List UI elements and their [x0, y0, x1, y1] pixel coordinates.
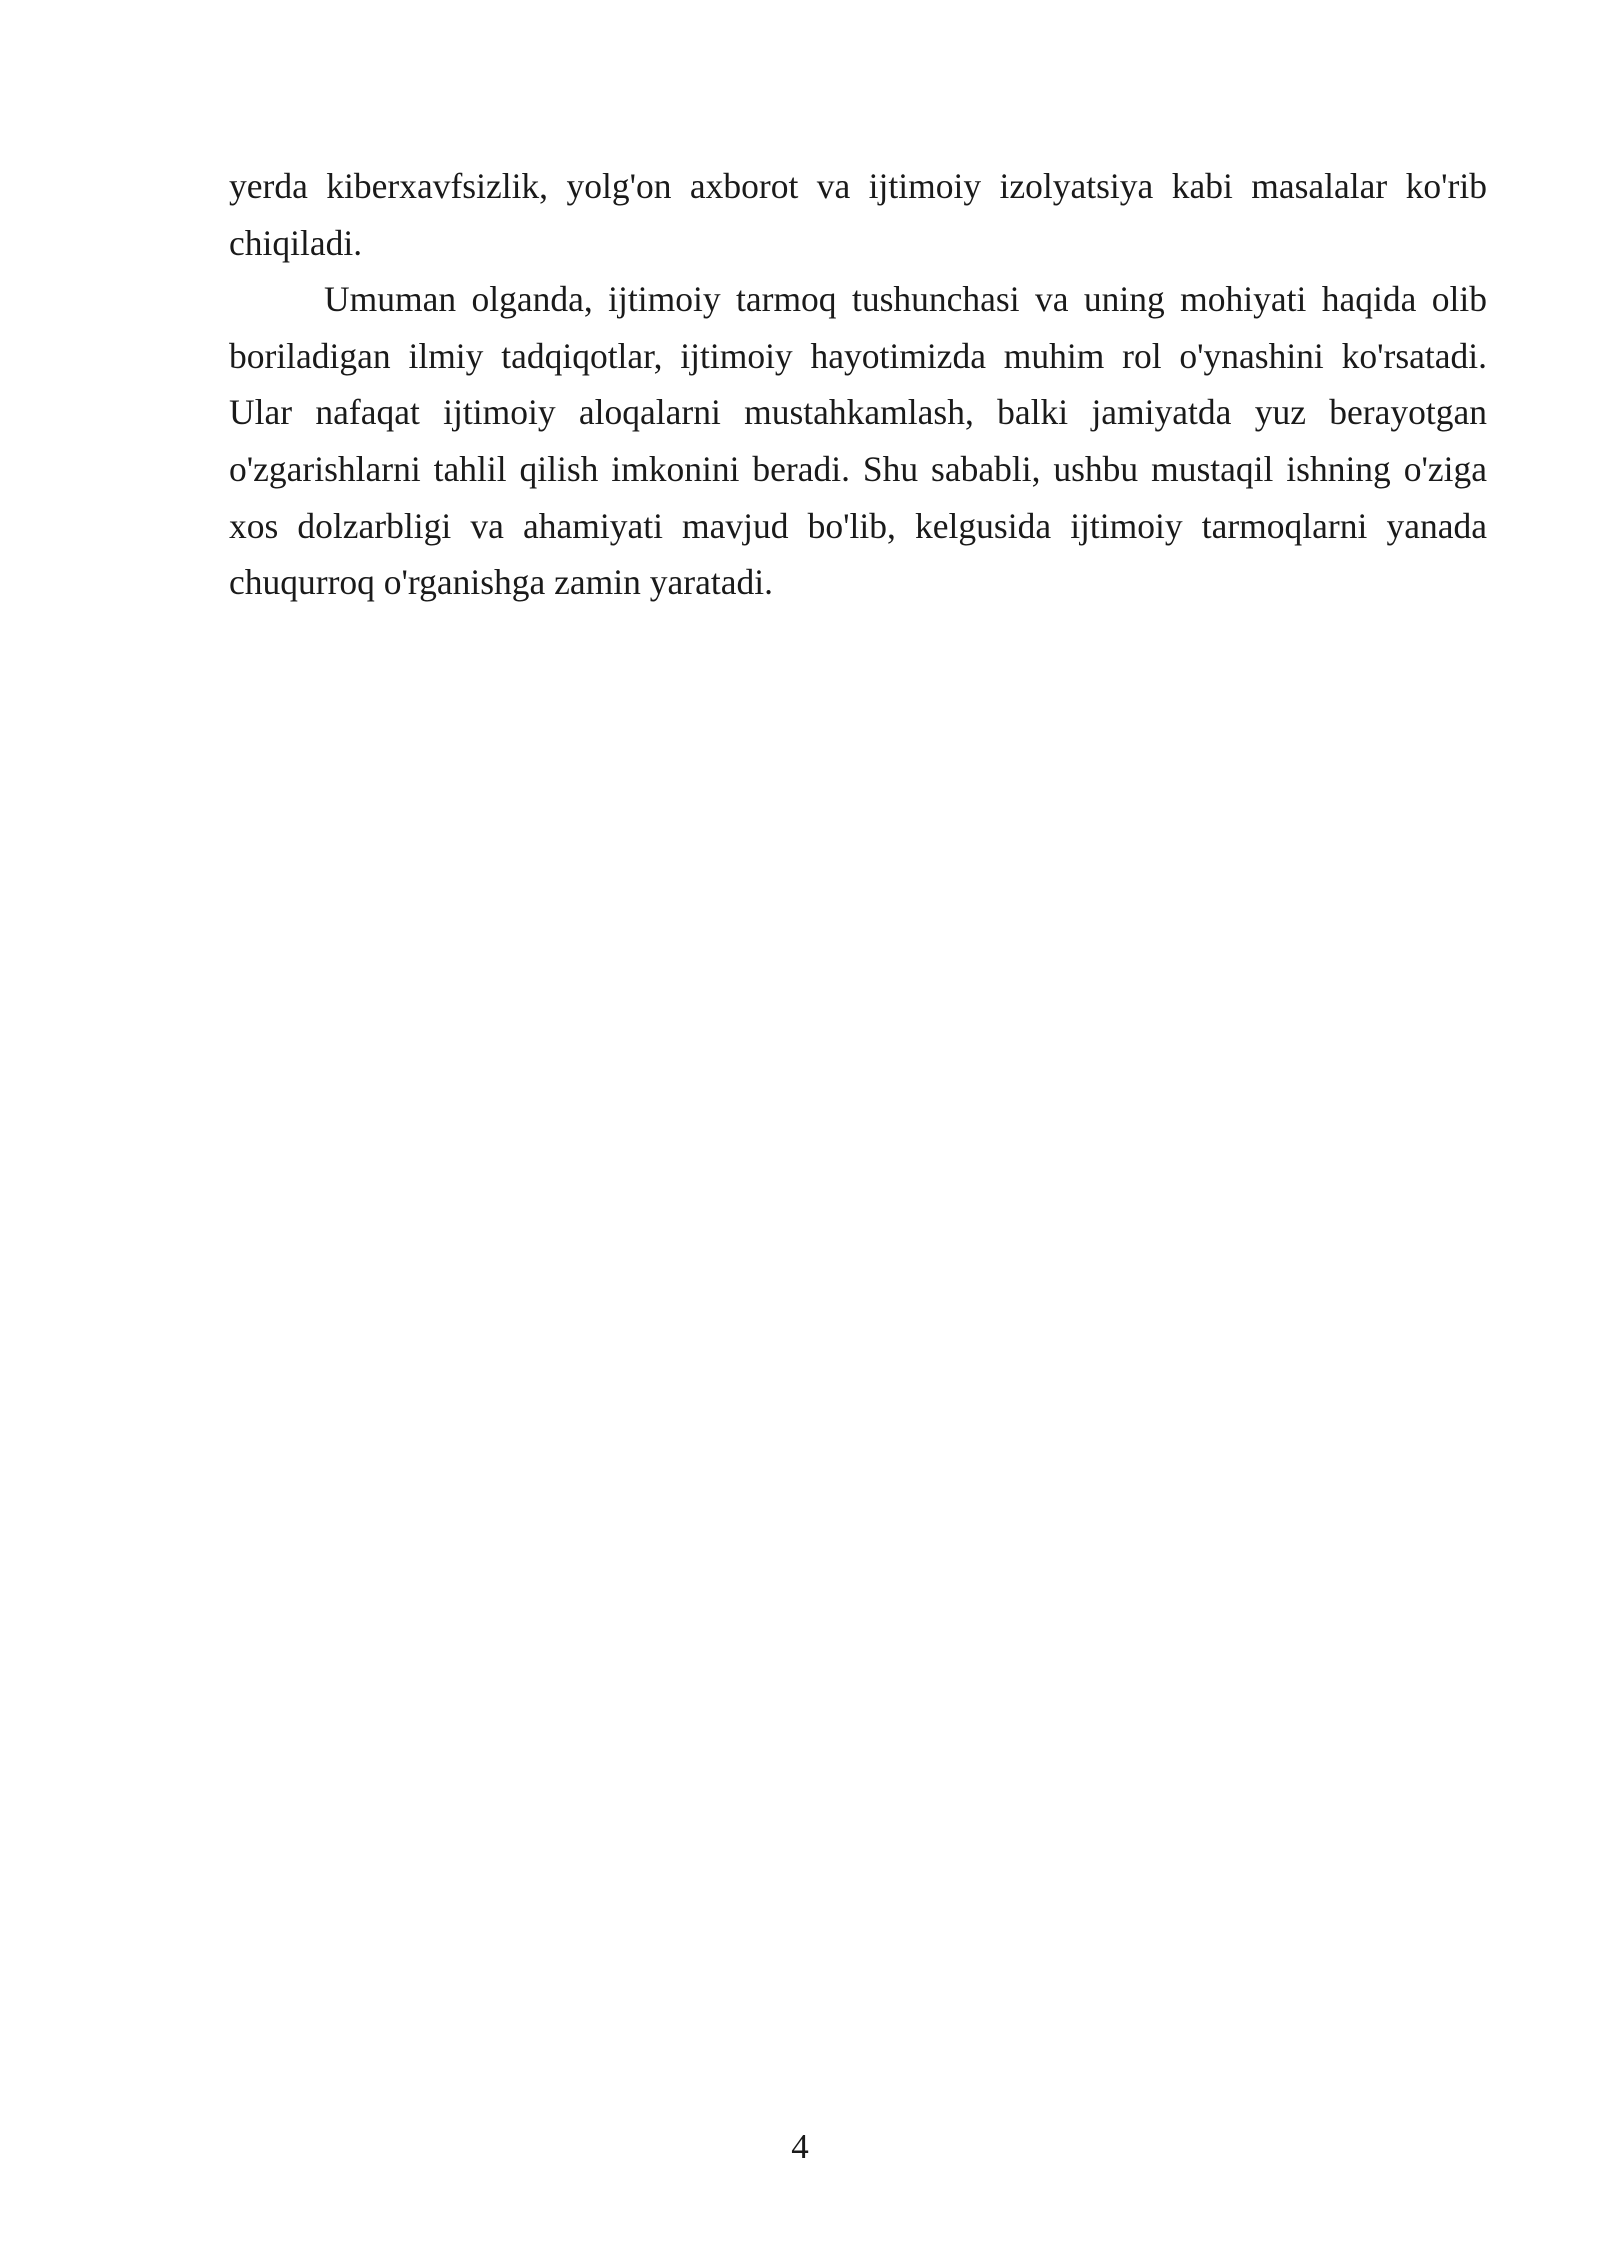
- body-text: [229, 158, 1487, 611]
- paragraph-conclusion: Umuman olganda, ijtimoiy tarmoq tushunchasi va uning mohiyati haqida olib boriladigan ilmiy tadqiqotlar, ijtimoiy hayotimizda muhim rol o'ynashini ko'rsatadi. Ular nafaqat ijtimoiy aloqalarni mustahkamlash, balki jamiyatda yuz berayotgan o'zgarishlarni tahlil qilish imkonini beradi. Shu sababli, ushbu mustaqil ishning o'ziga xos dolzarbligi va ahamiyati mavjud bo'lib, kelgusida ijtimoiy tarmoqlarni yanada chuqurroq o'rganishga zamin yaratadi.: [229, 279, 1487, 603]
- paragraph-continuation: yerda kiberxavfsizlik, yolg'on axborot va ijtimoiy izolyatsiya kabi masalalar ko'rib chiqiladi.: [229, 166, 1487, 263]
- page-number: 4: [791, 2127, 809, 2166]
